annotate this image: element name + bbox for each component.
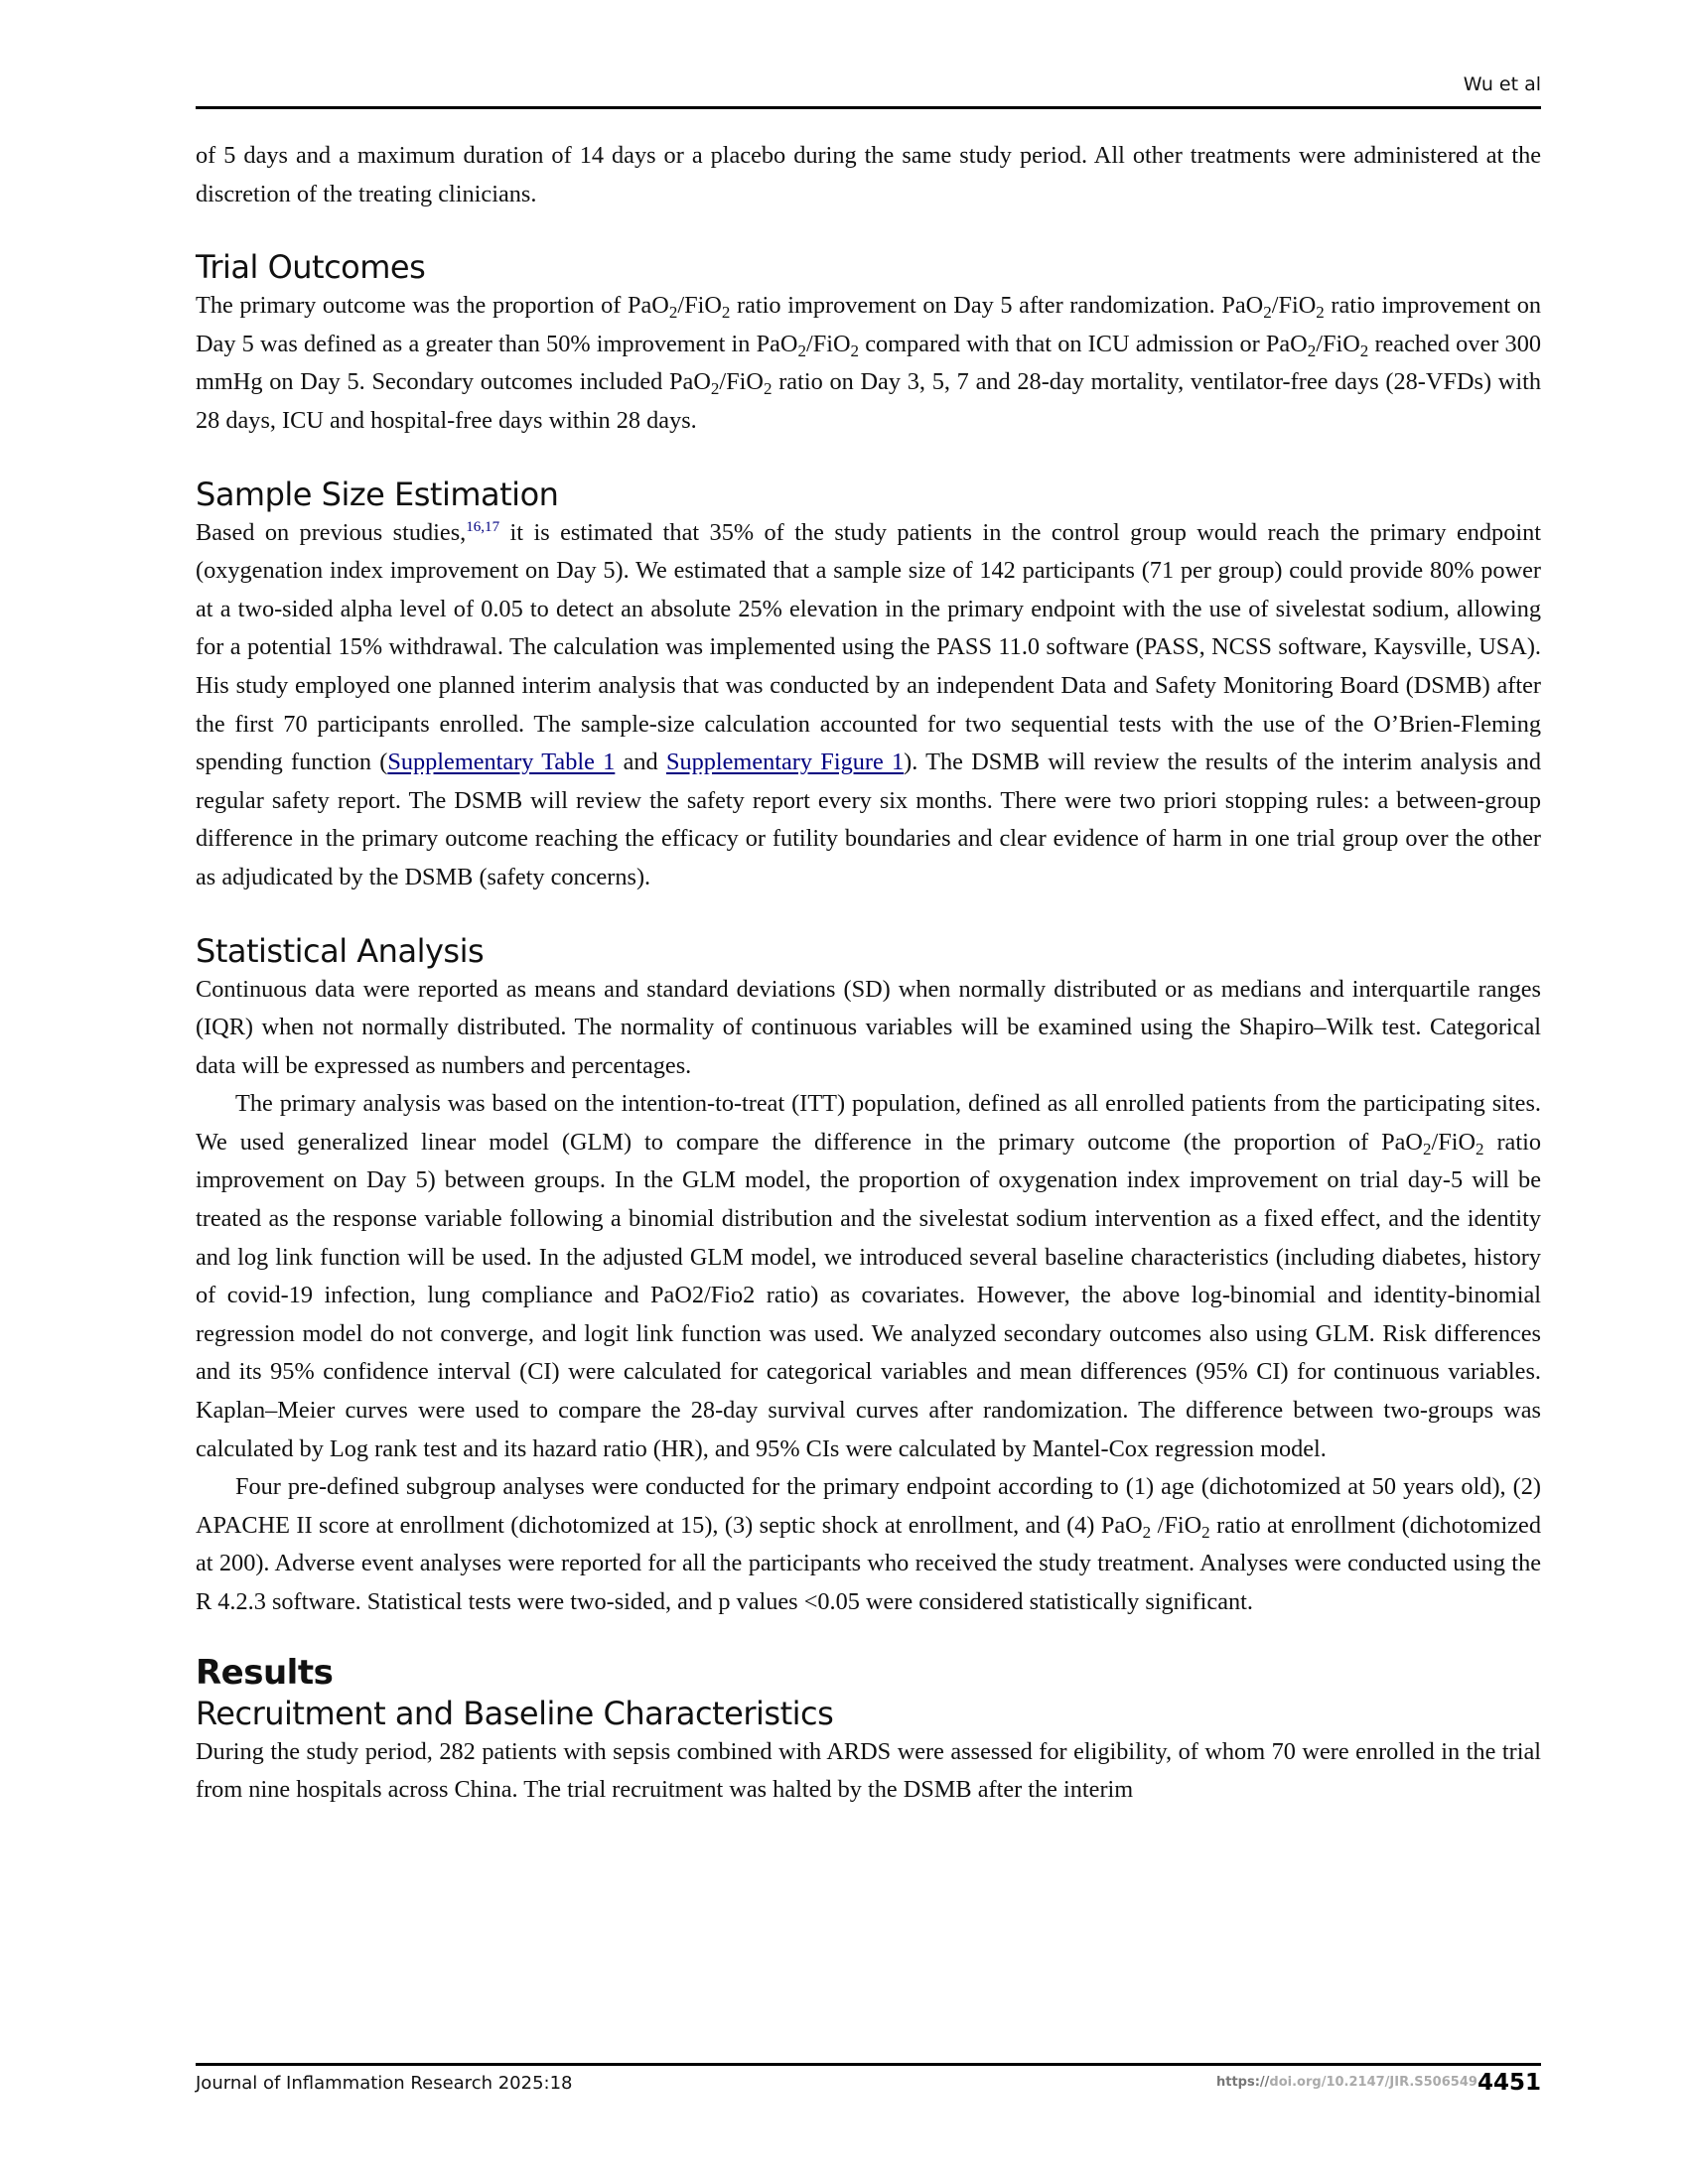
statistical-analysis-paragraph-2: The primary analysis was based on the intention-to-treat (ITT) population, defined as all enrolled patients from the participating sites. We used generalized linear model (GLM) to compare the difference in the primary outcome (the proportion of PaO$_2$/FiO$_2$ ratio improvement on Day 5) between groups. In the GLM model, the proportion of oxygenation index improvement on trial day-5 will be treated as the response variable following a binomial distribution and the sivelestat sodium intervention as a fixed effect, and the identity and log link function will be used. In the adjusted GLM model, we introduced several baseline characteristics (including diabetes, history of covid-19 infection, lung compliance and PaO2/Fio2 ratio) as covariates. However, the above log-binomial and identity-binomial regression model do not converge, and logit link function was used. We analyzed secondary outcomes also using GLM. Risk differences and its 95% confidence interval (CI) were calculated for categorical variables and mean differences (95% CI) for continuous variables. Kaplan–Meier curves were used to compare the 28-day survival curves after randomization. The difference between two-groups was calculated by Log rank test and its hazard ratio (HR), and 95% CIs were calculated by Mantel-Cox regression model.	[196, 1090, 1541, 1462]
statistical-analysis-paragraph-1: Continuous data were reported as means and standard deviations (SD) when normally distributed or as medians and interquartile ranges (IQR) when not normally distributed. The normality of continuous variables will be examined using the Shapiro–Wilk test. Categorical data will be expressed as numbers and percentages.	[196, 975, 1541, 1079]
page-number: 4451	[1477, 2070, 1541, 2096]
section-heading-statistical-analysis: Statistical Analysis	[196, 931, 485, 970]
section-heading-results: Results	[196, 1652, 334, 1693]
header-rule	[196, 106, 1541, 109]
results-paragraph: During the study period, 282 patients with sepsis combined with ARDS were assessed for eligibility, of whom 70 were enrolled in the trial from nine hospitals across China. The trial recruitment was halted by the DSMB after the interim	[196, 1737, 1541, 1804]
section-heading-trial-outcomes: Trial Outcomes	[196, 248, 426, 287]
subsection-heading-recruitment: Recruitment and Baseline Characteristics	[196, 1694, 834, 1732]
supplementary-figure-link[interactable]: Supplementary Figure 1	[665, 749, 905, 776]
citation-link[interactable]: 16,17	[466, 518, 500, 535]
sample-size-paragraph: Based on previous studies,$^{16,17}$ it is estimated that 35% of the study patients in the control group would reach the primary endpoint (oxygenation index improvement on Day 5). We estimated that a sample size of 142 participants (71 per group) could provide 80% power at a two-sided alpha level of 0.05 to detect an absolute 25% elevation in the primary endpoint with the use of sivelestat sodium, allowing for a potential 15% withdrawal. The calculation was implemented using the PASS 11.0 software (PASS, NCSS software, Kaysville, USA). His study employed one planned interim analysis that was conducted by an independent Data and Safety Monitoring Board (DSMB) after the first 70 participants enrolled. The sample-size calculation accounted for two sequential tests with the use of the O’Brien-Fleming spending function (Supplementary Table 1 and Supplementary Figure 1). The DSMB will review the results of the interim analysis and regular safety report. The DSMB will review the safety report every six months. There were two priori stopping rules: a between-group difference in the primary outcome reaching the efficacy or futility boundaries and clear evidence of harm in one trial group over the other as adjudicated by the DSMB (safety concerns).	[196, 518, 1542, 890]
footer-journal-citation: Journal of Inflammation Research 2025:18	[196, 2073, 573, 2094]
trial-outcomes-paragraph: The primary outcome was the proportion of PaO$_2$/FiO$_2$ ratio improvement on Day 5 after randomization. PaO$_2$/FiO$_2$ ratio improvement on Day 5 was defined as a greater than 50% improvement in PaO$_2$/FiO$_2$ compared with that on ICU admission or PaO$_2$/FiO$_2$ reached over 300 mmHg on Day 5. Secondary outcomes included PaO$_2$/FiO$_2$ ratio on Day 3, 5, 7 and 28-day mortality, ventilator-free days (28-VFDs) with 28 days, ICU and hospital-free days within 28 days.	[196, 292, 1541, 434]
footer-rule	[196, 2063, 1541, 2066]
supplementary-table-link[interactable]: Supplementary Table 1	[387, 749, 616, 776]
section-heading-sample-size: Sample Size Estimation	[196, 475, 559, 513]
running-head: Wu et al	[1463, 73, 1541, 95]
statistical-analysis-paragraph-3: Four pre-defined subgroup analyses were conducted for the primary endpoint according to (1) age (dichotomized at 50 years old), (2) APACHE II score at enrollment (dichotomized at 15), (3) septic shock at enrollment, and (4) PaO$_2$ /FiO$_2$ ratio at enrollment (dichotomized at 200). Adverse event analyses were reported for all the participants who received the study treatment. Analyses were conducted using the R 4.2.3 software. Statistical tests were two-sided, and p values <0.05 were considered statistically significant.	[196, 1473, 1541, 1615]
intro-continuation-paragraph: of 5 days and a maximum duration of 14 days or a placebo during the same study period. All other treatments were administered at the discretion of the treating clinicians.	[196, 142, 1541, 207]
article-body	[196, 137, 1541, 1810]
footer-doi-link[interactable]: https://doi.org/10.2147/JIR.S506549	[1216, 2075, 1477, 2090]
